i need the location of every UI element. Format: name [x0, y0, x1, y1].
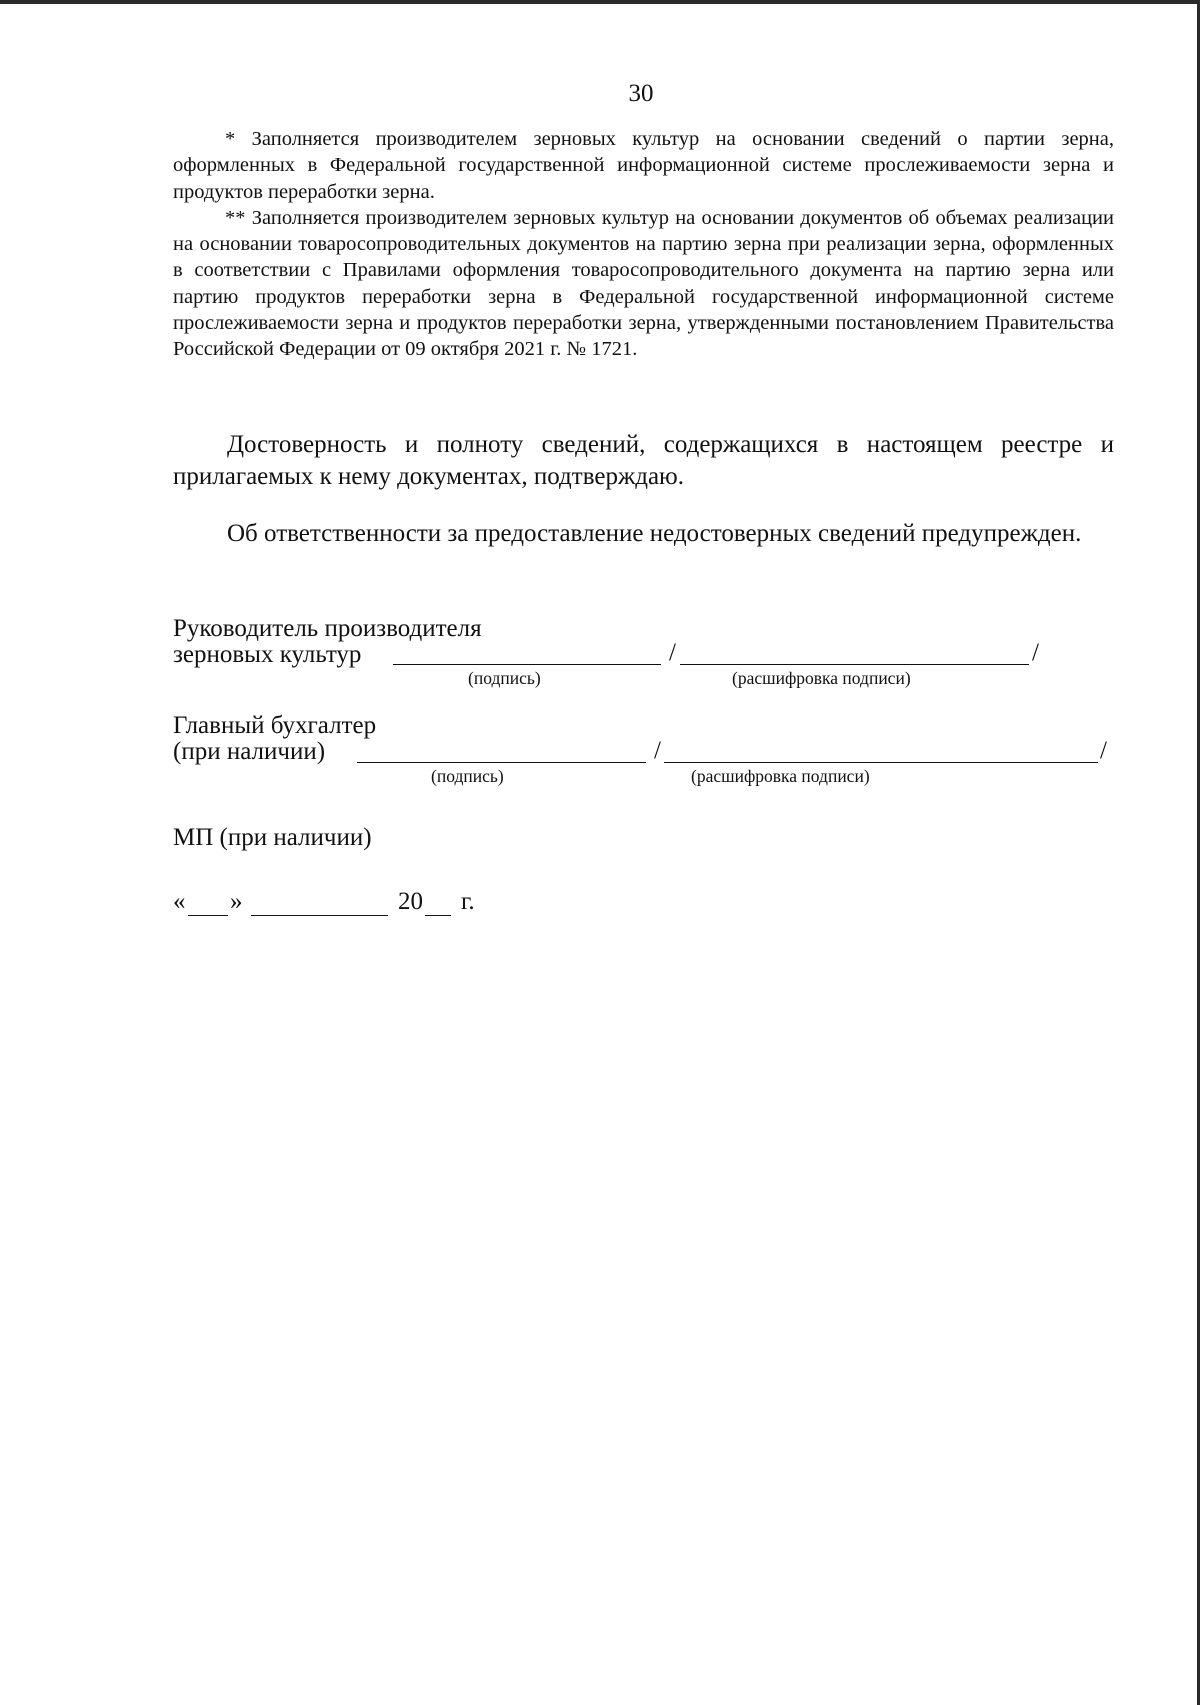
liability-statement	[173, 518, 1114, 550]
footnote-double-asterisk: ** Заполняется производителем зерновых культур на основании документов об объемах реализации на основании товаросопроводительных документов на партию зерна при реализации зерна, оформленных в соответствии с Правилами оформления товаросопроводительного документа на партию зерна или партию продуктов переработки зерна в Федеральной государственной информационной системе прослеживаемости зерна и продуктов переработки зерна, утвержденными постановлением Правительства Российской Федерации от 09 октября 2021 г. № 1721.	[173, 206, 1114, 361]
date-day-blank[interactable]	[188, 915, 228, 916]
head-signature-caption: (подпись)	[468, 668, 541, 688]
accountant-decoding-line[interactable]	[664, 762, 1098, 763]
accountant-signature-line[interactable]	[357, 762, 646, 763]
date-close-quote: »	[230, 888, 243, 915]
head-slash-right: /	[1032, 639, 1039, 666]
head-slash-left: /	[669, 639, 676, 666]
accountant-title-line1: Главный бухгалтер	[173, 712, 377, 739]
head-title-line1: Руководитель производителя	[173, 615, 482, 642]
accountant-decoding-caption: (расшифровка подписи)	[691, 766, 870, 786]
stamp-label: МП (при наличии)	[173, 824, 372, 851]
footnotes	[173, 126, 1114, 363]
statement-liability: Об ответственности за предоставление недостоверных сведений предупрежден.	[227, 520, 1082, 547]
accountant-signature-caption: (подпись)	[431, 766, 504, 786]
accountant-slash-right: /	[1100, 737, 1107, 764]
head-title-line2: зерновых культур	[173, 641, 362, 668]
head-decoding-line[interactable]	[680, 664, 1029, 665]
footnote-single-asterisk: * Заполняется производителем зерновых культур на основании сведений о партии зерна, оформленных в Федеральной государственной информационной системе прослеживаемости зерна и продуктов переработки зерна.	[173, 128, 1114, 203]
date-line	[173, 888, 573, 918]
date-year-blank[interactable]	[425, 915, 451, 916]
accountant-title-line2: (при наличии)	[173, 738, 326, 765]
accountant-slash-left: /	[654, 737, 661, 764]
statement-reliability: Достоверность и полноту сведений, содержащихся в настоящем реестре и прилагаемых к нему документах, подтверждаю.	[173, 431, 1114, 490]
head-decoding-caption: (расшифровка подписи)	[732, 668, 911, 688]
page-number: 30	[628, 80, 654, 107]
date-month-blank[interactable]	[251, 915, 388, 916]
confirmation-statement	[173, 429, 1114, 493]
date-year-suffix: г.	[461, 888, 475, 915]
date-open-quote: «	[173, 888, 186, 915]
head-signature-line[interactable]	[393, 664, 661, 665]
date-year-prefix: 20	[398, 888, 423, 915]
scan-edge-top	[0, 0, 1200, 4]
